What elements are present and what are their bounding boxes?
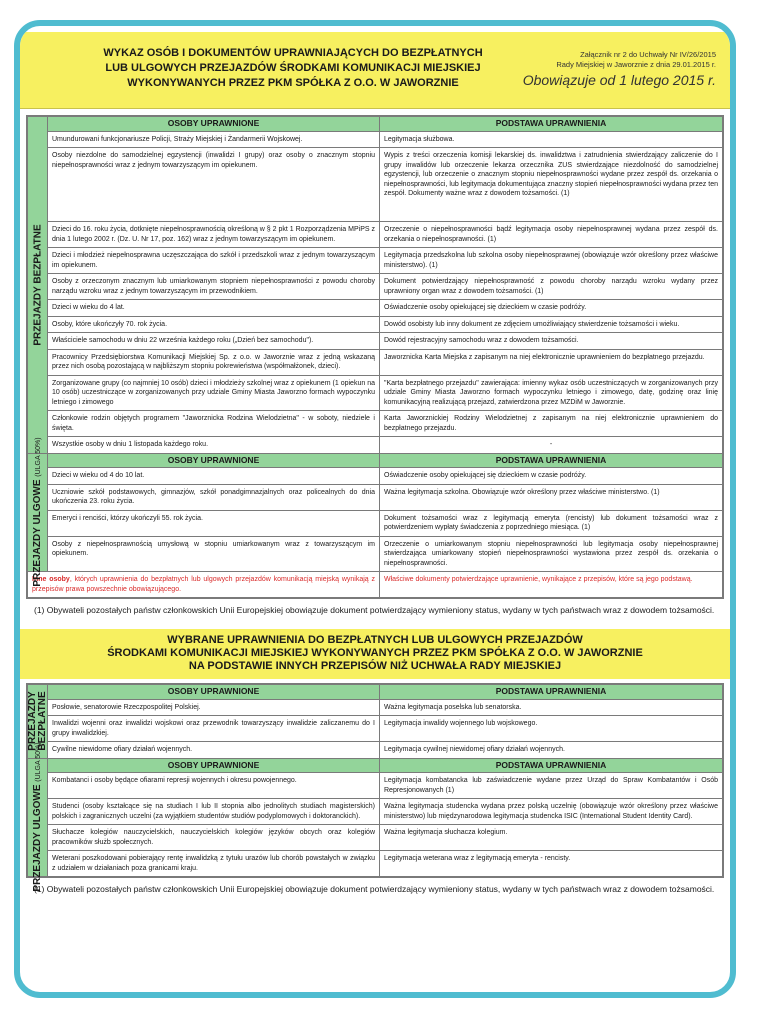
person-cell: Cywilne niewidome ofiary działań wojennych. xyxy=(48,742,380,759)
attachment-line: Rady Miejskiej w Jaworznie z dnia 29.01.2015 r. xyxy=(556,60,716,69)
person-cell: Słuchacze kolegiów nauczycielskich, nauczycielskich kolegiów języków obcych oraz kolegiów pracowników służb społecznych. xyxy=(48,825,380,851)
table-row xyxy=(28,300,723,317)
table-row xyxy=(28,148,723,222)
table-row xyxy=(28,536,723,572)
basis-cell: Orzeczenie o niepełnosprawności bądź legitymacja osoby niepełnosprawnej wydana przez zespół ds. orzekania o niepełnosprawności. (1) xyxy=(380,222,723,248)
basis-cell: Dowód rejestracyjny samochodu wraz z dowodem tożsamości. xyxy=(380,333,723,350)
section2-title xyxy=(20,634,730,673)
basis-cell: - xyxy=(380,437,723,454)
person-cell: Wszystkie osoby w dniu 1 listopada każdego roku. xyxy=(48,437,380,454)
person-cell: Osoby z orzeczonym znacznym lub umiarkowanym stopniem niepełnosprawności z powodu choroby narządu wzroku wraz z jednym towarzyszącym im przewodnikiem. xyxy=(48,274,380,300)
table-row xyxy=(28,411,723,437)
col-basis-header: PODSTAWA UPRAWNIENIA xyxy=(380,685,723,700)
table-header-row xyxy=(28,758,723,773)
table-row xyxy=(28,248,723,274)
other-persons-rest: , których uprawnienia do bezpłatnych lub ulgowych przejazdów komunikacją miejską wynikają z przepisów prawa powszechnie obowiązującego. xyxy=(32,576,375,593)
title-line: ŚRODKAMI KOMUNIKACJI MIEJSKIEJ WYKONYWANYCH PRZEZ PKM SPÓŁKA Z O.O. W JAWORZNIE xyxy=(107,647,643,659)
other-persons-row xyxy=(28,572,723,598)
title-line: LUB ULGOWYCH PRZEJAZDÓW ŚRODKAMI KOMUNIKACJI MIEJSKIEJ xyxy=(105,62,481,74)
table-row xyxy=(28,375,723,411)
basis-cell: Wypis z treści orzeczenia komisji lekarskiej ds. inwalidztwa i zatrudnienia stwierdzający zaliczenie do I grupy inwalidów lub orzeczenie lekarza orzecznika ZUS stwierdzające niezdolność do samodzielnej egzystencji, lub orzeczenie o znacznym stopniu niepełnosprawności wydane przez zespół ds. orzekania o niepełnosprawności, lub legitymacja dokumentująca znaczny stopień niepełnosprawności wydana przez ten zespół. Dokumenty ważne wraz z dowodem tożsamości. (1) xyxy=(380,148,723,222)
table-row xyxy=(28,437,723,454)
person-cell: Posłowie, senatorowie Rzeczpospolitej Polskiej. xyxy=(48,699,380,716)
basis-cell: Legitymacja inwalidy wojennego lub wojskowego. xyxy=(380,716,723,742)
table-header-row xyxy=(28,117,723,132)
page-title xyxy=(68,46,518,91)
col-basis-header: PODSTAWA UPRAWNIENIA xyxy=(380,117,723,132)
col-persons-header: OSOBY UPRAWNIONE xyxy=(48,117,380,132)
section2-banner xyxy=(20,629,730,679)
table-row xyxy=(28,510,723,536)
person-cell: Właściciele samochodu w dniu 22 września każdego roku („Dzień bez samochodu"). xyxy=(48,333,380,350)
person-cell: Osoby z niepełnosprawnością umysłową w stopniu umiarkowanym wraz z towarzyszącym im opiekunem. xyxy=(48,536,380,572)
table-row xyxy=(28,468,723,485)
col-persons-header: OSOBY UPRAWNIONE xyxy=(48,758,380,773)
basis-cell: Legitymacja weterana wraz z legitymacją emeryta - rencisty. xyxy=(380,851,723,877)
basis-cell: Legitymacja przedszkolna lub szkolna osoby niepełnosprawnej (obowiązuje wzór określony przez właściwe ministerstwo). (1) xyxy=(380,248,723,274)
basis-cell: Jaworznicka Karta Miejska z zapisanym na niej elektronicznie uprawnieniem do bezpłatnego przejazdu. xyxy=(380,349,723,375)
basis-cell: "Karta bezpłatnego przejazdu" zawierająca: imienny wykaz osób uczestniczących w zorganizowanych przy udziale Gminy Miasta Jaworzno formach wypoczynku letniego i zimowego, datę, godzinę oraz linię komunikacyjną realizującą przejazd, zatwierdzona przez MZDiM w Jaworznie. xyxy=(380,375,723,411)
col-persons-header: OSOBY UPRAWNIONE xyxy=(48,453,380,468)
page-frame xyxy=(14,20,736,998)
table-row xyxy=(28,484,723,510)
person-cell: Zorganizowane grupy (co najmniej 10 osób) dzieci i młodzieży szkolnej wraz z opiekunem (1 opiekun na 10 osób) uczestniczące w zorganizowanych przy udziale Gminy Miasta Jaworzno formach wypoczynku letniego i zimowego xyxy=(48,375,380,411)
reduced-rides-label-2: PRZEJAZDY ULGOWE (ULGA 50%) xyxy=(28,758,48,877)
rights-table xyxy=(26,115,724,599)
title-line: WYBRANE UPRAWNIENIA DO BEZPŁATNYCH LUB ULGOWYCH PRZEJAZDÓW xyxy=(167,634,583,646)
table-row xyxy=(28,333,723,350)
table-row xyxy=(28,851,723,877)
person-cell: Dzieci w wieku do 4 lat. xyxy=(48,300,380,317)
basis-cell: Oświadczenie osoby opiekującej się dzieckiem w czasie podróży. xyxy=(380,300,723,317)
reduced-rides-label: PRZEJAZDY ULGOWE (ULGA 50%) xyxy=(28,453,48,572)
person-cell: Weterani poszkodowani pobierający rentę inwalidzką z tytułu urazów lub chorób powstałych w związku z udziałem w działaniach poza granicami kraju. xyxy=(48,851,380,877)
basis-cell: Oświadczenie osoby opiekującej się dzieckiem w czasie podróży. xyxy=(380,468,723,485)
table-row xyxy=(28,349,723,375)
person-cell: Dzieci w wieku od 4 do 10 lat. xyxy=(48,468,380,485)
person-cell: Osoby niezdolne do samodzielnej egzystencji (inwalidzi I grupy) oraz osoby o znacznym stopniu niepełnosprawności wraz z jednym towarzyszącym im opiekunem. xyxy=(48,148,380,222)
col-persons-header: OSOBY UPRAWNIONE xyxy=(48,685,380,700)
title-line: NA PODSTAWIE INNYCH PRZEPISÓW NIŻ UCHWAŁA RADY MIEJSKIEJ xyxy=(188,660,562,672)
table-row xyxy=(28,316,723,333)
title-line: WYKONYWANYCH PRZEZ PKM SPÓŁKA Z O.O. W JAWORZNIE xyxy=(127,77,459,89)
person-cell: Pracownicy Przedsiębiorstwa Komunikacji Miejskiej Sp. z o.o. w Jaworznie wraz z jedną wskazaną przez nich osobą pozostającą w najbliższym stopniu pokrewieństwa (współmałżonek, dzieci). xyxy=(48,349,380,375)
basis-cell: Dokument potwierdzający niepełnosprawność z powodu choroby narządu wzroku wydany przez uprawniony organ wraz z dowodem tożsamości. (1) xyxy=(380,274,723,300)
basis-cell: Ważna legitymacja poselska lub senatorska. xyxy=(380,699,723,716)
person-cell: Umundurowani funkcjonariusze Policji, Straży Miejskiej i Żandarmerii Wojskowej. xyxy=(48,131,380,148)
person-cell: Osoby, które ukończyły 70. rok życia. xyxy=(48,316,380,333)
table-row xyxy=(28,825,723,851)
basis-cell: Legitymacja cywilnej niewidomej ofiary działań wojennych. xyxy=(380,742,723,759)
table-row xyxy=(28,799,723,825)
person-cell: Uczniowie szkół podstawowych, gimnazjów, szkół ponadgimnazjalnych oraz policealnych do dnia ukończenia 23. roku życia. xyxy=(48,484,380,510)
table-row xyxy=(28,274,723,300)
person-cell: Inwalidzi wojenni oraz inwalidzi wojskowi oraz przewodnik towarzyszący inwalidzie zaliczanemu do I grupy inwalidzkiej. xyxy=(48,716,380,742)
person-cell: Studenci (osoby kształcące się na studiach I lub II stopnia albo jednolitych studiach magisterskich) polskich i zagranicznych uczelni (za wyjątkiem studentów studiów podyplomowych i doktoranckich). xyxy=(48,799,380,825)
footnote: (1) Obywateli pozostałych państw członkowskich Unii Europejskiej obowiązuje dokument potwierdzający wymieniony status, wydany w tych państwach wraz z dowodem tożsamości. xyxy=(34,605,715,615)
basis-cell: Ważna legitymacja słuchacza kolegium. xyxy=(380,825,723,851)
table-header-row xyxy=(28,685,723,700)
header-banner xyxy=(20,32,730,109)
effective-date: Obowiązuje od 1 lutego 2015 r. xyxy=(522,72,716,88)
other-persons-bold: Inne osoby xyxy=(32,576,70,583)
col-basis-header: PODSTAWA UPRAWNIENIA xyxy=(380,758,723,773)
basis-cell: Ważna legitymacja studencka wydana przez polską uczelnię (obowiązuje wzór określony przez właściwe ministerstwo) lub międzynarodowa legitymacja studencka ISIC (International Student Identity Card). xyxy=(380,799,723,825)
table-row xyxy=(28,699,723,716)
basis-cell: Dowód osobisty lub inny dokument ze zdjęciem umożliwiający stwierdzenie tożsamości i wieku. xyxy=(380,316,723,333)
person-cell: Dzieci i młodzież niepełnosprawna uczęszczająca do szkół i przedszkoli wraz z jednym towarzyszącym im opiekunem. xyxy=(48,248,380,274)
other-persons-cell xyxy=(28,572,380,598)
col-basis-header: PODSTAWA UPRAWNIENIA xyxy=(380,453,723,468)
footnote-2: (1) Obywateli pozostałych państw członkowskich Unii Europejskiej obowiązuje dokument potwierdzający wymieniony status, wydany w tych państwach wraz z dowodem tożsamości. xyxy=(34,884,715,894)
attachment-line: Załącznik nr 2 do Uchwały Nr IV/26/2015 xyxy=(580,50,716,59)
attachment-note xyxy=(556,50,716,70)
person-cell: Dzieci do 16. roku życia, dotknięte niepełnosprawnością określoną w § 2 pkt 1 Rozporządzenia MPiPS z dnia 1 lutego 2002 r. (Dz. U. Nr 17, poz. 162) wraz z jednym towarzyszącym im opiekunem. xyxy=(48,222,380,248)
table-row xyxy=(28,131,723,148)
table-row xyxy=(28,742,723,759)
basis-cell: Legitymacja kombatancka lub zaświadczenie wydane przez Urząd do Spraw Kombatantów i Osób Represjonowanych (1) xyxy=(380,773,723,799)
basis-cell: Ważna legitymacja szkolna. Obowiązuje wzór określony przez właściwe ministerstwo. (1) xyxy=(380,484,723,510)
free-rides-label: PRZEJAZDY BEZPŁATNE xyxy=(28,117,48,454)
table-header-row xyxy=(28,453,723,468)
table-row xyxy=(28,716,723,742)
table-row xyxy=(28,773,723,799)
basis-cell: Orzeczenie o umiarkowanym stopniu niepełnosprawności lub legitymacja osoby niepełnosprawnej stwierdzająca umiarkowany stopień niepełnosprawności wystawiona przez zespół ds. orzekania o niepełnosprawności. xyxy=(380,536,723,572)
other-basis-cell: Właściwe dokumenty potwierdzające uprawnienie, wynikające z przepisów, które są jego podstawą. xyxy=(380,572,723,598)
table-row xyxy=(28,222,723,248)
person-cell: Kombatanci i osoby będące ofiarami represji wojennych i okresu powojennego. xyxy=(48,773,380,799)
person-cell: Emeryci i renciści, którzy ukończyli 55. rok życia. xyxy=(48,510,380,536)
person-cell: Członkowie rodzin objętych programem "Jaworznicka Rodzina Wielodzietna" - w soboty, niedziele i święta. xyxy=(48,411,380,437)
basis-cell: Dokument tożsamości wraz z legitymacją emeryta (rencisty) lub dokument tożsamości wraz z potwierdzeniem wypłaty świadczenia z poprzedniego miesiąca. (1) xyxy=(380,510,723,536)
free-rides-label-2: PRZEJAZDY BEZPŁATNE xyxy=(28,685,48,759)
title-line: WYKAZ OSÓB I DOKUMENTÓW UPRAWNIAJĄCYCH DO BEZPŁATNYCH xyxy=(103,47,483,59)
basis-cell: Karta Jaworznickiej Rodziny Wielodzietnej z zapisanym na niej elektronicznie uprawnieniem do bezpłatnego przejazdu. xyxy=(380,411,723,437)
basis-cell: Legitymacja służbowa. xyxy=(380,131,723,148)
